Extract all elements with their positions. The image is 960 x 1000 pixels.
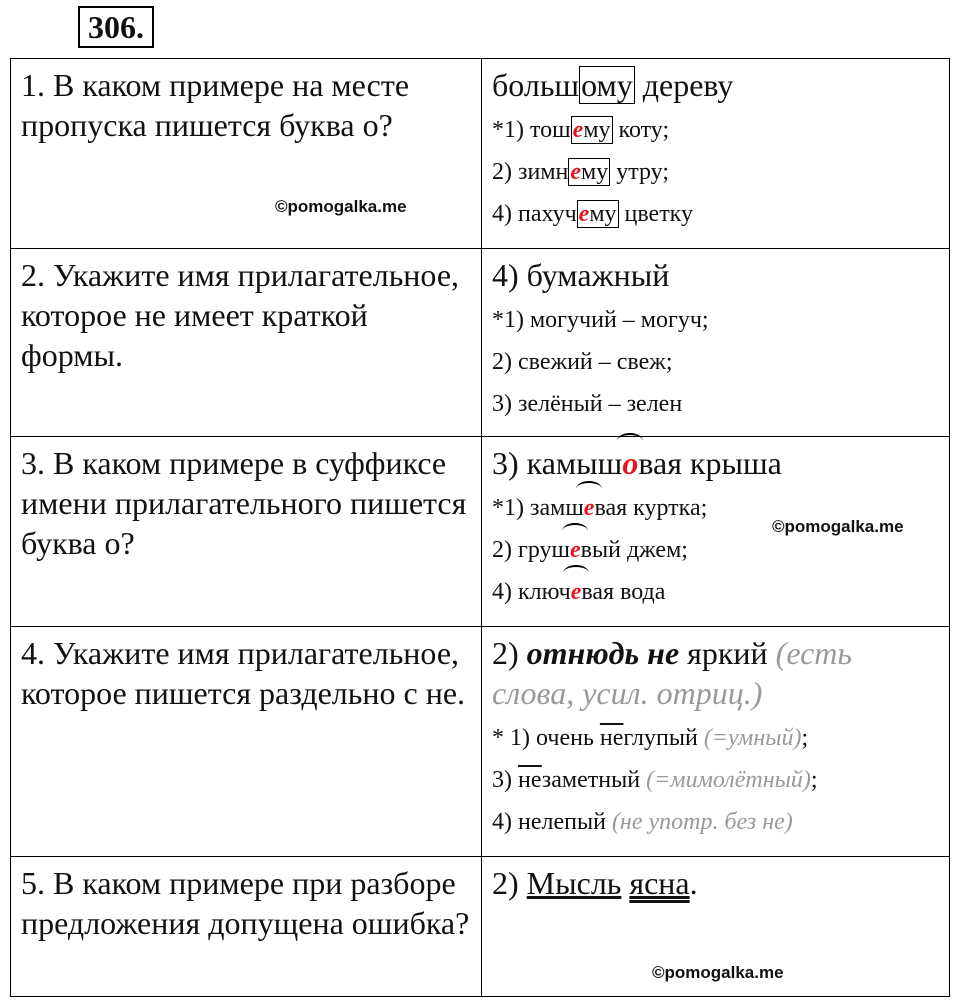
watermark: ©pomogalka.me	[772, 517, 904, 536]
question-cell	[11, 59, 482, 249]
answer-main: 3) камышовая крыша	[492, 445, 782, 481]
option: 4) пахучему цветку	[492, 201, 693, 227]
option: 3) зелёный – зелен	[492, 391, 683, 417]
answer-main: 2) отнюдь не яркий (есть слова, усил. отриц.)	[492, 635, 852, 711]
question-text: 4. Укажите имя прилагательное, которое пишется раздельно с не.	[21, 635, 466, 711]
answer-main: большому дереву	[492, 67, 734, 103]
exercise-number: 306.	[78, 6, 154, 48]
answer-main: 2) Мысль ясна.	[492, 865, 698, 901]
option: 2) зимнему утру;	[492, 159, 670, 185]
suffix-mark: о	[622, 445, 639, 481]
question-cell	[11, 627, 482, 857]
option: *1) могучий – могуч;	[492, 307, 709, 333]
option: 4) ключевая вода	[492, 575, 941, 609]
option: 4) нелепый (не употр. без не)	[492, 809, 793, 835]
option: 2) свежий – свеж;	[492, 349, 673, 375]
ending-box: ому	[581, 67, 633, 103]
option: 2) грушевый джем;	[492, 533, 941, 567]
answer-cell	[482, 627, 950, 857]
answer-table	[10, 58, 950, 997]
table-row	[11, 857, 950, 997]
option: 3) незаметный (=мимолётный);	[492, 767, 818, 793]
option: *1) замшевая куртка;	[492, 491, 941, 525]
answer-cell	[482, 249, 950, 437]
answer-main: 4) бумажный	[492, 257, 670, 293]
question-cell	[11, 249, 482, 437]
question-cell	[11, 857, 482, 997]
predicate-word: ясна	[629, 865, 690, 901]
option: *1) тошему коту;	[492, 117, 670, 143]
question-text: 3. В каком примере в суффиксе имени прилагательного пишется буква о?	[21, 445, 467, 561]
table-row	[11, 59, 950, 249]
question-text: 2. Укажите имя прилагательное, которое не имеет краткой формы.	[21, 257, 460, 373]
table-row	[11, 627, 950, 857]
question-text: 5. В каком примере при разборе предложения допущена ошибка?	[21, 865, 470, 941]
watermark: ©pomogalka.me	[275, 197, 407, 216]
table-row	[11, 437, 950, 627]
answer-cell	[482, 437, 950, 627]
answer-cell	[482, 857, 950, 997]
subject-word: Мысль	[526, 865, 622, 901]
table-row	[11, 249, 950, 437]
question-cell	[11, 437, 482, 627]
question-text: 1. В каком примере на месте пропуска пишется буква о?	[21, 67, 410, 143]
answer-cell	[482, 59, 950, 249]
option: * 1) очень неглупый (=умный);	[492, 725, 809, 751]
watermark: ©pomogalka.me	[652, 963, 784, 982]
